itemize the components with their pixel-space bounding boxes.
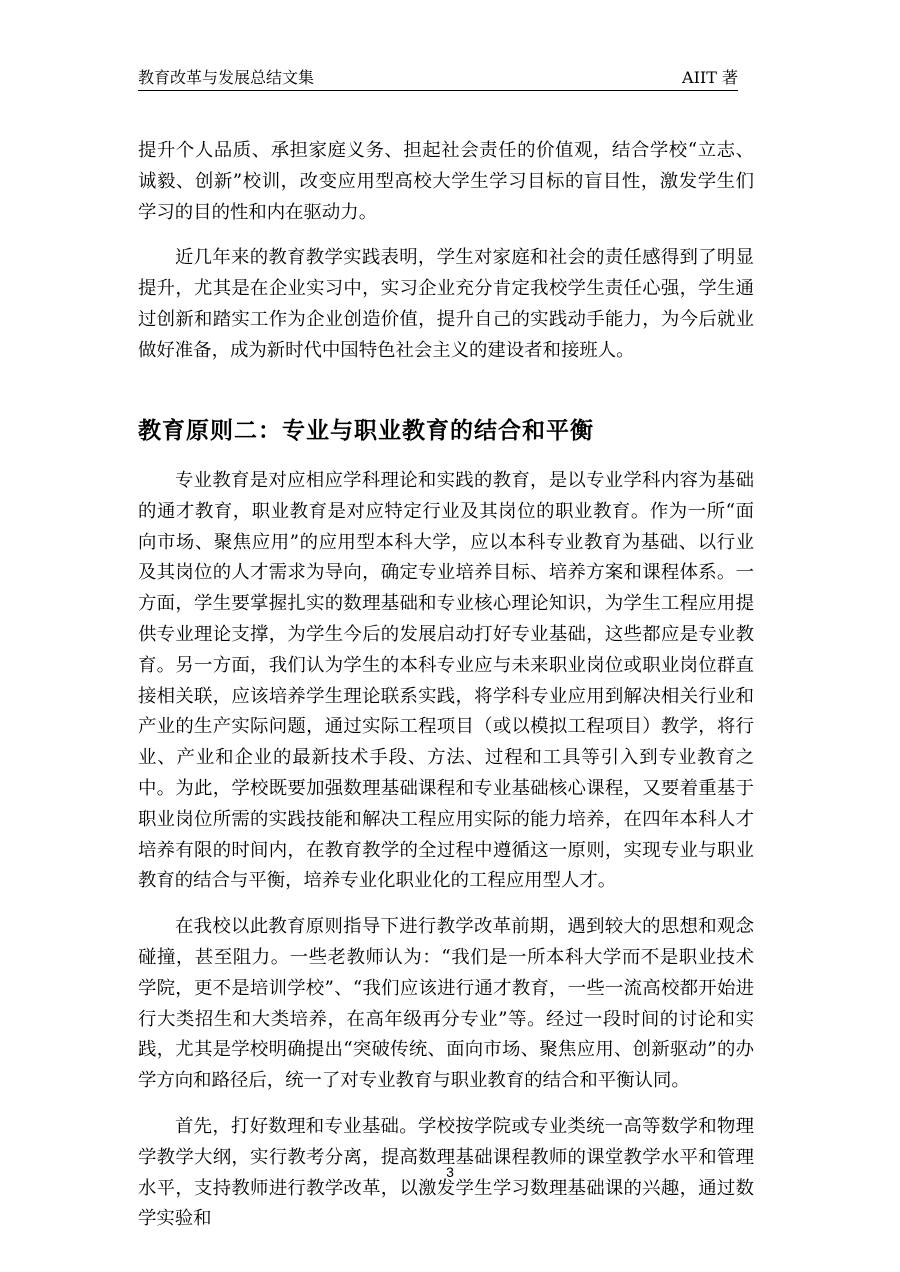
body-section-1 (138, 136, 754, 367)
paragraph: 首先，打好数理和专业基础。学校按学院或专业类统一高等数学和物理学教学大纲，实行教考分离，提高数理基础课程教师的课堂教学水平和管理水平，支持教师进行教学改革，以激发学生学习数理基础课的兴趣，通过数学实验和 (138, 1115, 754, 1230)
page-number: 3 (446, 1164, 454, 1180)
page-header (138, 64, 738, 91)
header-title: 教育改革与发展总结文集 (138, 68, 315, 87)
paragraph: 专业教育是对应相应学科理论和实践的教育，是以专业学科内容为基础的通才教育，职业教育是对应特定行业及其岗位的职业教育。作为一所“面向市场、聚焦应用”的应用型本科大学，应以本科专业教育为基础、以行业及其岗位的人才需求为导向，确定专业培养目标、培养方案和课程体系。一方面，学生要掌握扎实的数理基础和专业核心理论知识，为学生工程应用提供专业理论支撑，为学生今后的发展启动打好专业基础，这些都应是专业教育。另一方面，我们认为学生的本科专业应与未来职业岗位或职业岗位群直接相关联，应该培养学生理论联系实践，将学科专业应用到解决相关行业和产业的生产实际问题，通过实际工程项目（或以模拟工程项目）教学，将行业、产业和企业的最新技术手段、方法、过程和工具等引入到专业教育之中。为此，学校既要加强数理基础课程和专业基础核心课程，又要着重基于职业岗位所需的实践技能和解决工程应用实际的能力培养，在四年本科人才培养有限的时间内，在教育教学的全过程中遵循这一原则，实现专业与职业教育的结合与平衡，培养专业化职业化的工程应用型人才。 (138, 470, 754, 892)
paragraph: 提升个人品质、承担家庭义务、担起社会责任的价值观，结合学校“立志、诚毅、创新”校训，改变应用型高校大学生学习目标的盲目性，激发学生们学习的目的性和内在驱动力。 (138, 140, 754, 223)
paragraph: 近几年来的教育教学实践表明，学生对家庭和社会的责任感得到了明显提升，尤其是在企业实习中，实习企业充分肯定我校学生责任心强，学生通过创新和踏实工作为企业创造价值，提升自己的实践动手能力，为今后就业做好准备，成为新时代中国特色社会主义的建设者和接班人。 (138, 247, 754, 361)
header-author: AIIT 著 (682, 68, 738, 87)
section-heading: 教育原则二：专业与职业教育的结合和平衡 (138, 418, 594, 444)
body-section-2 (138, 466, 754, 1235)
paragraph: 在我校以此教育原则指导下进行教学改革前期，遇到较大的思想和观念碰撞，甚至阻力。一些老教师认为：“我们是一所本科大学而不是职业技术学院，更不是培训学校”、“我们应该进行通才教育，一些一流高校都开始进行大类招生和大类培养，在高年级再分专业”等。经过一段时间的讨论和实践，尤其是学校明确提出“突破传统、面向市场、聚焦应用、创新驱动”的办学方向和路径后，统一了对专业教育与职业教育的结合和平衡认同。 (138, 916, 754, 1092)
